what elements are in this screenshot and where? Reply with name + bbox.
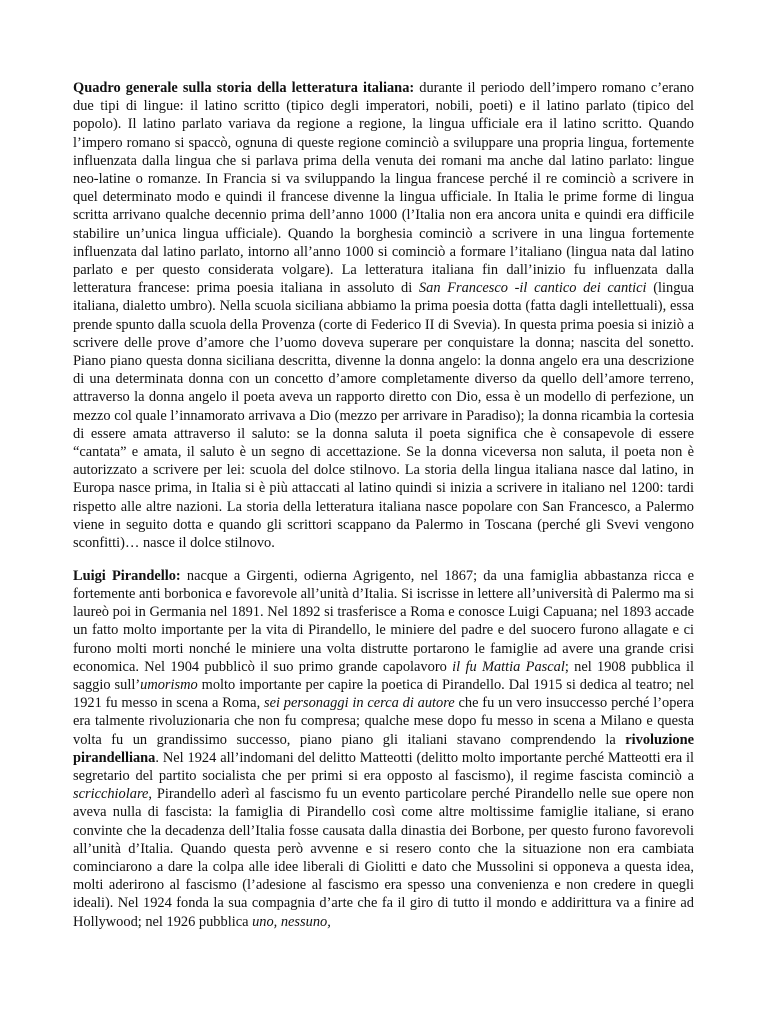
document-page bbox=[73, 79, 694, 931]
italic-term: umorismo bbox=[140, 677, 198, 693]
text-run: nacque a Girgenti, odierna Agrigento, nel 1867; da una famiglia abbastanza ricca e fortemente anti borbonica e favorevole all’unità d’Italia. Si iscrisse in lettere all’università di Palermo ma si laureò poi in Germania nel 1891. Nel 1892 si trasferisce a Roma e conosce Luigi Capuana; nel 1893 accade un fatto molto importante per la vita di Pirandello, le miniere del padre e del suocero furono allagate e ci furono molti morti nonché le miniere una volta distrutte portarono le famiglie ad avere una grande crisi economica. Nel 1904 pubblicò il suo primo grande capolavoro bbox=[73, 567, 694, 675]
text-run: ; nel 1908 pubblica il saggio sull’ bbox=[73, 658, 694, 693]
italic-title: il fu Mattia Pascal bbox=[452, 658, 565, 675]
bold-term: rivoluzione pirandelliana bbox=[73, 731, 694, 766]
paragraph-letteratura-italiana bbox=[73, 79, 694, 552]
heading-letteratura-italiana: Quadro generale sulla storia della letteratura italiana: bbox=[73, 80, 415, 96]
text-run: molto importante per capire la poetica di Pirandello. Dal 1915 si dedica al teatro; nel 1921 fu messo in scena a Roma, bbox=[73, 677, 694, 712]
italic-title: San Francesco -il cantico dei cantici bbox=[418, 280, 647, 297]
italic-title: sei personaggi in cerca di autore bbox=[264, 695, 455, 712]
italic-title: uno, nessuno, bbox=[252, 913, 331, 930]
paragraph-pirandello bbox=[73, 567, 694, 931]
heading-pirandello: Luigi Pirandello: bbox=[73, 567, 181, 584]
italic-term: scricchiolare bbox=[73, 786, 149, 803]
text-run: (lingua italiana, dialetto umbro). Nella scuola siciliana abbiamo la prima poesia dotta (fatta dagli intellettuali), essa prende spunto dalla scuola della Provenza (corte di Federico II di Svevia). In questa prima poesia si iniziò a scrivere delle prove d’amore che l’uomo doveva superare per conquistare la donna; nascita del sonetto. Piano piano questa donna siciliana descritta, divenne la donna angelo: la donna angelo era una descrizione di una determinata donna con un concetto d’amore completamente diverso da quello dell’amore terreno, attraverso la donna angelo il poeta aveva un rapporto diretto con Dio, essa è un modello di perfezione, un mezzo col quale l’innamorato arrivava a Dio (mezzo per arrivare in Paradiso); la donna ricambia la cortesia di essere amata attraverso il saluto: se la donna saluta il poeta significa che è consapevole di essere “cantata” e amata, il saluto è un segno di accettazione. Se la donna viceversa non saluta, il poeta non è autorizzato a scrivere per lei: scuola del dolce stilnovo. La storia della lingua italiana nasce dal latino, in Europa nasce prima, in Italia si è più attaccati al latino quindi si inizia a scrivere in italiano nel 1200: tardi rispetto alle altre nazioni. La storia della letteratura italiana nasce popolare con San Francesco, a Palermo viene in seguito dotta e quando gli scrittori scappano da Palermo in Toscana (perché gli Svevi vengono sconfitti)… nasce il dolce stilnovo. bbox=[73, 280, 694, 552]
text-run: . Nel 1924 all’indomani del delitto Matteotti (delitto molto importante perché Matteotti era il segretario del partito socialista che per primi si era opposto al fascismo), il regime fascista cominciò a bbox=[73, 749, 694, 785]
text-run: , Pirandello aderì al fascismo fu un evento particolare perché Pirandello nelle sue opere non aveva nulla di fascista: la famiglia di Pirandello così come altre moltissime famiglie italiane, si erano convinte che la decadenza dell’Italia fosse causata dalla dinastia dei Borbone, per questo furono favorevoli all’unità d’Italia. Quando questa però avvenne e si resero conto che la situazione non era cambiata cominciarono a dare la colpa alle idee liberali di Giolitti e dato che Mussolini si opponeva a questa idea, molti aderirono al fascismo (l’adesione al fascismo era spesso una convenienza e non credere in quegli ideali). Nel 1924 fonda la sua compagnia d’arte che fa il giro di tutto il mondo e addirittura va a finire ad Hollywood; nel 1926 pubblica bbox=[73, 786, 694, 930]
text-run: durante il periodo dell’impero romano c’erano due tipi di lingue: il latino scritto (tipico degli imperatori, nobili, poeti) e il latino parlato (tipico del popolo). Il latino parlato variava da regione a regione, la lingua ufficiale era il latino scritto. Quando l’impero romano si spaccò, ognuna di queste regione cominciò a sviluppare una propria lingua, fortemente influenzata dalla lingua che si parlava prima della venuta dei romani ma anche dal latino parlato: lingue neo-latine o romanze. In Francia si va sviluppando la lingua francese perché il re cominciò a scrivere in quel determinato modo e quindi il francese divenne la lingua ufficiale. In Italia le prime forme di lingua scritta arrivano qualche decennio prima dell’anno 1000 (l’Italia non era ancora unita e quindi era difficile stabilire un’unica lingua ufficiale). Quando la borghesia cominciò a scrivere in una lingua fortemente influenzata dal latino parlato, intorno all’anno 1000 si cominciò a formare l’italiano (lingua nata dal latino parlato e per questo considerata volgare). La letteratura italiana fin dall’inizio fu influenzata dalla letteratura francese: prima poesia italiana in assoluto di bbox=[73, 80, 695, 297]
text-run: che fu un vero insuccesso perché l’opera era talmente rivoluzionaria che non fu compresa; qualche mese dopo fu messo in scena a Milano e questa volta fu un grandissimo successo, piano piano gli italiani stavano comprendendo la bbox=[73, 695, 694, 748]
